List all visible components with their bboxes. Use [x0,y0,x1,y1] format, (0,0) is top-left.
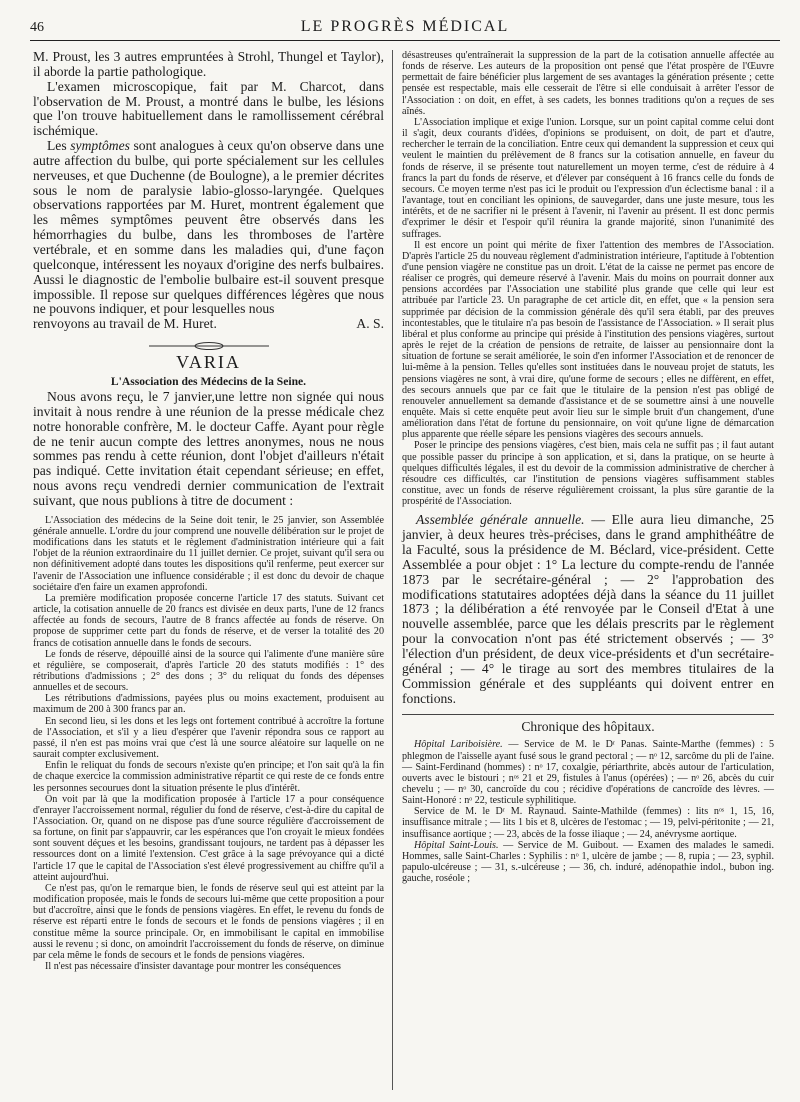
right-column [402,50,774,884]
chronique-title: Chronique des hôpitaux. [402,714,774,735]
assoc-title: L'Association des Médecins de la Seine. [110,375,307,389]
pathology-section [33,50,384,332]
assoc-document-continued [402,50,774,507]
paragraph: Assemblée générale annuelle. — Elle aura lieu dimanche, 25 janvier, à deux heures très-précises, dans le grand amphithéâtre de la Faculté, sous la présidence de M. Béclard, vice-président. Cette Assemblée a pour objet : 1° La lecture du compte-rendu de l'année 1873 par le secrétaire-général ; — 2° l'approbation des modifications statutaires adoptées déjà dans la séance du 11 juillet 1873 ; la délibération a été renvoyée par le Conseil d'Etat à une nouvelle assemblée, parce que les délais prescrits par le règlement pour la convocation n'ont pas été strictement observés ; — 3° l'élection d'un président, de deux vice-présidents et d'un secrétaire-général ; — 4° le tirage au sort des membres titulaires de la Commission générale et des suppléants qui doivent entrer en fonctions. [402,512,775,706]
paragraph: Les symptômes sont analogues à ceux qu'on observe dans une autre affection du bulbe, qui porte spécialement sur les cellules nerveuses, et que Duchenne (de Boulogne), a le premier décrites sous le nom de paralysie labio-glosso-laryngée. Quelques observations rapportées par M. Huret, montrent également que les mêmes symptômes peuvent être observés dans les hémorrhagies du bulbe, dans les thromboses de l'artère vertébrale, et en somme dans les maladies qui, d'une façon quelconque, intéressent les noyaux d'origine des nerfs bulbaires. Aussi le diagnostic de l'embolie bulbaire est-il souvent presque impossible. Il repose sur quelques différences légères que nous ne pouvons indiquer, et pour lesquelles nous [33,138,384,317]
chronique-entry: Service de M. le Dʳ M. Raynaud. Sainte-Mathilde (femmes) : lits nᵒˢ 1, 15, 16, insuffisance mitrale ; — lits 1 bis et 8, ulcères de l'estomac ; — 19, pelvi-péritonite ; — 21, insuffisance aortique ; — 23, abcès de la fosse iliaque ; — 24, anévrysme aortique. [402,806,774,840]
paragraph: En second lieu, si les dons et les legs ont fortement contribué à accroître la fortune de l'Association, et s'il y a lieu d'espérer que l'avenir répondra sous ce rapport au passé, il n'en est pas moins vrai que c'est là une source aléatoire sur laquelle on ne saurait compter exclusivement. [33,715,384,761]
chronique-section [402,739,774,884]
symptomes-word: symptômes [70,138,130,154]
assemblee-section [402,513,774,706]
paragraph: Le fonds de réserve, dépouillé ainsi de la source qui l'alimente d'une manière sûre et régulière, se composerait, d'après l'article 20 des statuts modifiés : 1° des rétributions d'admissions ; 2° des dons ; 3° du reliquat du fonds des dépenses annuelles et de secours. [33,648,384,694]
paragraph: Les rétributions d'admissions, payées plus ou moins exactement, produisent au maximum de 200 à 300 francs par an. [33,693,384,716]
journal-title: LE PROGRÈS MÉDICAL [300,18,510,35]
signature: A. S. [356,316,384,332]
assoc-document [33,515,384,972]
paragraph: Ce n'est pas, qu'on le remarque bien, le fonds de réserve seul qui est atteint par la modification proposée, mais le fonds de secours lui-même que cette proposition a pour but d'accroître, ainsi que le fonds de pensions viagères. En effet, le revenu du fonds de réserve est réparti entre le fonds de secours et le fonds de pensions viagères ; il en constitue même la source principale. Or, en immobilisant le capital en immobilise aussi le revenu ; si donc, on amoindrit l'accroissement du fonds de réserve, on diminue par cela même le fonds de secours et le fonds de pensions viagères. [33,882,384,961]
varia-title: VARIA [176,352,241,373]
column-divider [392,50,393,1090]
paragraph: L'Association des médecins de la Seine doit tenir, le 25 janvier, son Assemblée générale annuelle. L'ordre du jour comprend une nouvelle délibération sur le projet de modifications dans les statuts et le règlement d'administration intérieure qui a fait l'objet de la réunion extraordinaire du 11 juillet dernier. Ce projet, suivant qu'il sera ou non définitivement adopté dans toutes les dispositions qu'il renferme, peut exercer sur l'avenir de l'Association une influence considérable ; il est donc du devoir de chaque sociétaire d'en faire un examen approfondi. [33,514,384,593]
assemblee-label: Assemblée générale annuelle. [416,512,585,528]
paragraph: Il est encore un point qui mérite de fixer l'attention des membres de l'Association. D'après l'article 25 du nouveau règlement d'administration intérieure, l'aptitude à l'obtention d'une pension viagère ne constitue pas un droit. L'état de la caisse ne permet pas encore de réaliser ce progrès, qui demeure réservé à l'avenir. Mais du moins on pourrait donner aux pensions accordées par l'Association une stabilité plus grande que celle qui leur est attribuée par l'article 23. Un paragraphe de cet article dit, en effet, que « la pension sera supprimée par décision de la commission générale dès qu'il sera établi, par des preuves incontestables, que le titulaire n'a pas besoin de l'assistance de l'Association. » Il serait plus libéral et plus conforme au principe qui préside à l'institution des pensions viagères, surtout après le rejet de la création de pensions de retraite, de laisser au pensionnaire dont la situation de fortune se serait améliorée, le soin d'en informer l'Association et de renoncer de lui-même à la pension. Telles qu'elles sont instituées dans le nouveau projet de statuts, les pensions viagères ne sont, à vrai dire, qu'une forme de secours ; elles ne diffèrent, en effet, des secours annuels que par ce fait que le titulaire de la pension n'est pas obligé de renouveler annuellement sa demande d'assistance et de se soumettre ainsi à une nouvelle enquête. Mais si cette enquête peut avoir lieu sur le simple bruit d'un changement, d'une amélioration dans l'état de fortune du pensionnaire, on voit qu'une ligne de démarcation plus apparente que réelle sépare les pensions viagères des secours annuels. [402,239,774,441]
paragraph: L'examen microscopique, fait par M. Charcot, dans l'observation de M. Proust, a montré dans le bulbe, les lésions que l'on trouve habituellement dans le ramollissement cérébral ischémique. [33,78,384,139]
left-column [33,50,384,972]
paragraph: Enfin le reliquat du fonds de secours n'existe qu'en principe; et l'on sait qu'à la fin de chaque exercice la commission administrative répartit ce qui reste de ce fonds entre les personnes secourues dont la situation présente le plus d'intérêt. [33,760,384,794]
paragraph: Nous avons reçu, le 7 janvier,une lettre non signée qui nous invitait à nous rendre à une réunion de la presse médicale chez notre honorable confrère, M. le docteur Caffe. Ayant pour règle de ne tenir aucun compte des lettres anonymes, nous ne nous sommes pas rendu à cette réunion, dont l'objet d'ailleurs n'était pas indiqué. Cette invitation était cependant sérieuse; en effet, nous avons reçu vendredi dernier communication de l'extrait suivant, que nous publions à titre de document : [33,389,384,508]
signature-line: renvoyons au travail de M. Huret. A. S. [33,316,384,332]
paragraph: M. Proust, les 3 autres empruntées à Strohl, Thungel et Taylor), il aborde la partie pathologique. [33,49,384,79]
paragraph: Poser le principe des pensions viagères, c'est bien, mais cela ne suffit pas ; il faut autant que possible passer du principe à son application, et si, dans la pratique, on se heurte à quelques difficultés légales, il est du devoir de la commission administrative de chercher à résoudre ces difficultés, car l'institution de pensions viagères suffisamment stables constitue, avec un fonds de réserve régulièrement croissant, la plus sûre garantie de la prospérité de l'Association. [402,440,774,508]
page-number: 46 [30,20,44,35]
paragraph: désastreuses qu'entraînerait la suppression de la part de la cotisation annuelle affectée au fonds de réserve. Les auteurs de la proposition ont pensé que l'état prospère de l'Œuvre permettait de faire bénéficier plus largement de ses avantages la génération présente ; cette pensée est respectable, mais elle cesserait de l'être si elle conduisait à arrêter l'essor de l'Association : on doit, en effet, à ses cadets, les bonnes traditions qu'on a reçues de ses aînés. [402,50,774,117]
chronique-entry: Hôpital Saint-Louis. — Service de M. Guibout. — Examen des malades le samedi. Hommes, salle Saint-Charles : Syphilis : nᵒ 1, ulcère de jambe ; — 8, rupia ; — 23, syphil. papulo-ulcéreuse ; — 31, s.-ulcéreuse ; — 36, ch. induré, adénopathie indol., bubon ing. gauche, roséole ; [402,839,774,885]
paragraph: L'Association implique et exige l'union. Lorsque, sur un point capital comme celui dont il s'agit, deux courants d'idées, d'opinions se produisent, on doit, de part et d'autre, rechercher le terrain de la conciliation. Entre ceux qui demandent la suppression et ceux qui veulent le maintien du prélèvement de 8 francs sur la cotisation annuelle, en faveur du fonds de réserve, il se présente tout naturellement un moyen terme, c'est de réduire à 4 francs la part du fonds de réserve, et d'élever par conséquent à 16 francs celle du fonds de secours. Ce moyen terme n'est pas ici le produit ou l'expression d'un éclectisme banal : il a l'avantage, tout en conciliant les opinions, de sauvegarder, dans une juste mesure, tous les intérêts, et de ne sacrifier ni le présent à l'avenir, ni l'avenir au présent. Il est donc permis d'exprimer le désir et l'espoir qu'il réunira la grande majorité, sinon l'unanimité des suffrages. [402,116,774,240]
chronique-entry: Hôpital Lariboisière. — Service de M. le Dʳ Panas. Sainte-Marthe (femmes) : 5 phlegmon de l'aisselle ayant fusé sous le grand pectoral ; — nᵒ 12, sarcôme du pli de l'aine. — Saint-Ferdinand (hommes) : nᵒ 17, coxalgie, périarthrite, abcès autour de l'articulation, ouverts avec le bistouri ; nᵒˢ 21 et 29, fistules à l'anus (opérées) ; — nᵒ 26, abcès du cuir chevelu ; — nᵒ 30, cancroïde du cou ; récidive d'opérations de cancroïde des lèvres. — Saint-Honoré : nᵒ 22, testicule syphilitique. [402,739,774,807]
paragraph: Il n'est pas nécessaire d'insister davantage pour montrer les conséquences [45,961,341,973]
paragraph: La première modification proposée concerne l'article 17 des statuts. Suivant cet article, la cotisation annuelle de 20 francs est divisée en deux parts, l'une de 12 francs affectée au fonds de secours, l'autre de 8 francs affectée au fonds de réserve. On propose de supprimer cette part du fonds de réserve, et de verser la totalité des 20 francs de cotisation annuelle dans le fonds de secours. [33,592,384,649]
assoc-intro [33,390,384,509]
ornament-divider [33,338,384,348]
page-header [30,14,780,41]
paragraph: On voit par là que la modification proposée à l'article 17 a pour conséquence d'enrayer l'accroissement normal, régulier du fond de réserve, c'est-à-dire du capital de l'Association. Or, quand on ne dispose pas d'une source régulière d'accroissement de sa fortune, on finit par s'appauvrir, car les espérances que l'on croyait le mieux fondées sont souvent déçues et les besoins, grandissant toujours, ne tardent pas à dépasser les ressources dont on a limité l'extension. C'est grâce à la sage prévoyance qui a dicté l'article 17 que le capital de l'Association s'est élevé progressivement au chiffre qu'il a atteint aujourd'hui. [33,793,384,883]
